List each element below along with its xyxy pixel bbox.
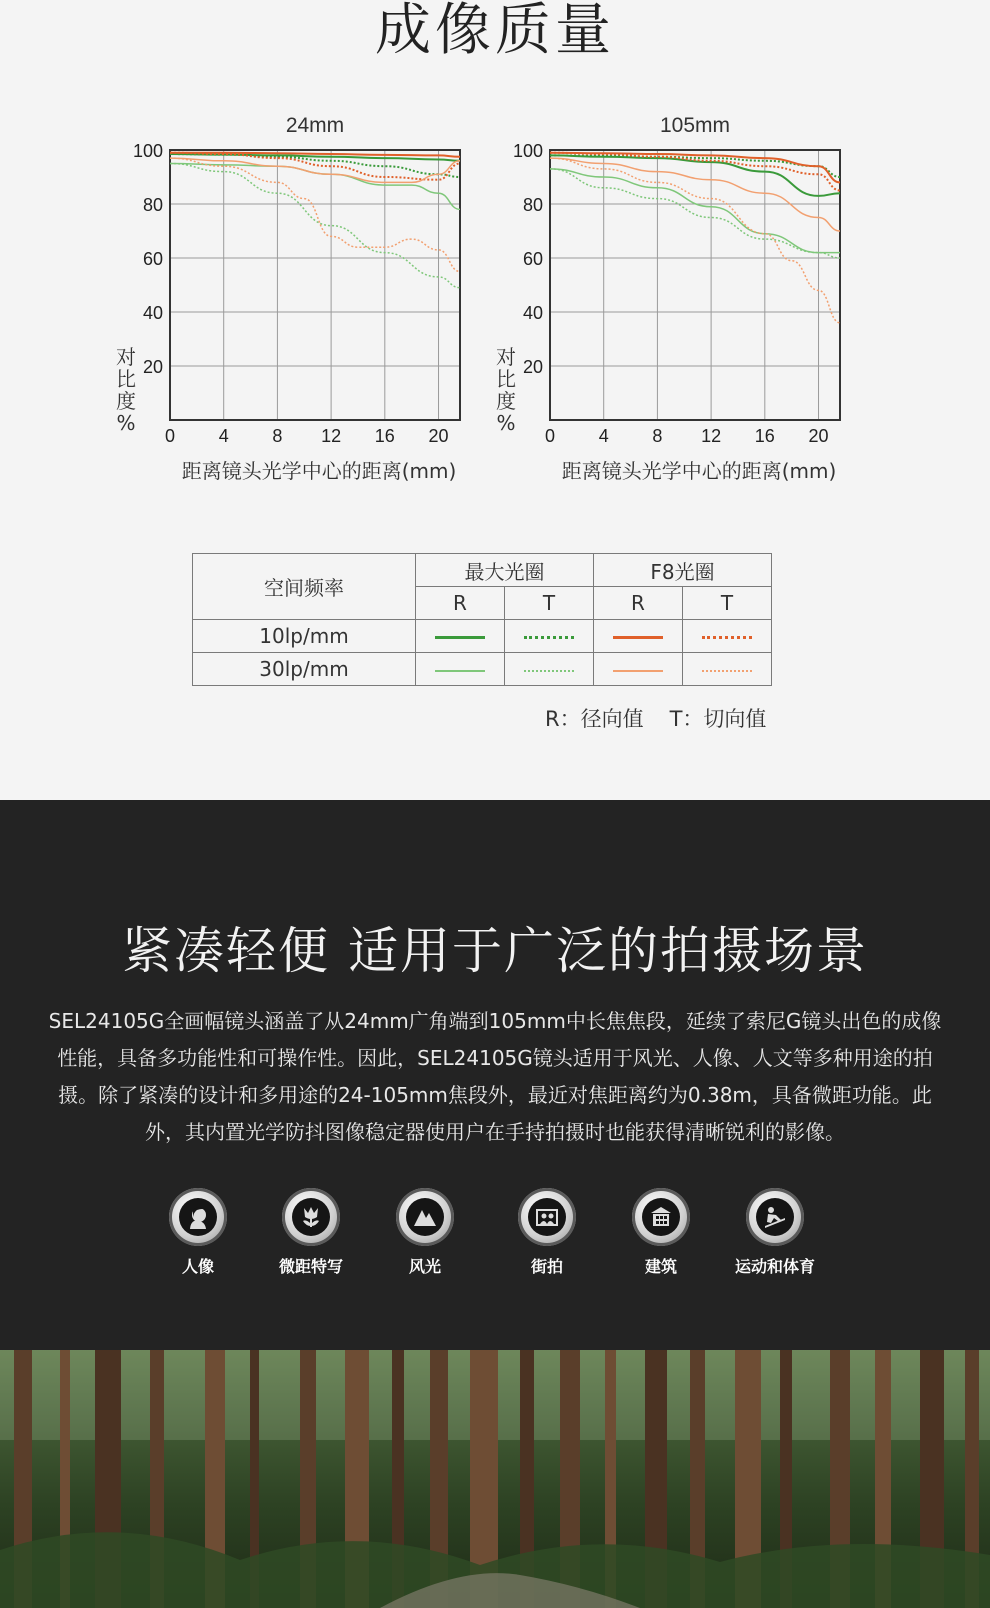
y-tick-label: 20 [142, 357, 163, 377]
series-line-wide_T30 [550, 169, 840, 258]
legend-sample-wide-r30 [416, 653, 505, 686]
scene-label: 建筑 [644, 1257, 677, 1276]
x-tick-label: 20 [428, 426, 449, 446]
series-line-tele_T30 [170, 158, 460, 271]
line-sample [702, 636, 752, 639]
y-axis-label: 对比度% [496, 345, 516, 435]
line-sample [524, 670, 574, 672]
line-sample [435, 636, 485, 639]
forest-scene [0, 1350, 990, 1608]
legend-sample-tele-r30 [594, 653, 683, 686]
legend-sample-wide-t30 [505, 653, 594, 686]
x-tick-label: 0 [544, 426, 556, 446]
legend-sample-tele-t30 [683, 653, 772, 686]
scene-macro [251, 1188, 371, 1277]
series-line-wide_T10 [550, 155, 840, 177]
y-tick-label: 60 [142, 249, 163, 269]
x-tick-label: 8 [652, 426, 663, 446]
series-line-wide_R10 [550, 155, 840, 196]
legend-row-10lp: 10lp/mm [193, 620, 416, 653]
series-line-tele_R30 [550, 158, 840, 231]
y-tick-label: 60 [522, 249, 543, 269]
mtf-chart-24mm [116, 114, 460, 483]
scene-icons [0, 1188, 990, 1288]
note-r: R：径向值 [545, 707, 644, 731]
mtf-charts [0, 100, 990, 490]
macro-icon [292, 1198, 330, 1236]
scene-label: 街拍 [530, 1257, 563, 1276]
scene-sports [715, 1188, 835, 1277]
scene-label: 风光 [408, 1257, 441, 1276]
portrait-icon [179, 1198, 217, 1236]
legend-f8-aperture: F8光圈 [594, 554, 772, 587]
scene-landscape [365, 1188, 485, 1277]
x-tick-label: 8 [272, 426, 283, 446]
building-icon [642, 1198, 680, 1236]
mtf-legend-table [192, 553, 772, 686]
x-tick-label: 4 [218, 426, 229, 446]
forest-photo [0, 1350, 990, 1608]
plot-frame [170, 150, 460, 420]
y-tick-label: 80 [142, 195, 163, 215]
legend-r-header: R [416, 587, 505, 620]
compact-section [0, 800, 990, 1350]
legend-r-header: R [594, 587, 683, 620]
x-tick-label: 16 [754, 426, 775, 446]
compact-description: SEL24105G全画幅镜头涵盖了从24mm广角端到105mm中长焦焦段，延续了索尼G镜头出色的成像性能，具备多功能性和可操作性。因此，SEL24105G镜头适用于风光、人像、人文等多种用途的拍摄。除了紧凑的设计和多用途的24-105mm焦段外，最近对焦距离约为0.38m，具备微距功能。此外，其内置光学防抖图像稳定器使用户在手持拍摄时也能获得清晰锐利的影像。 [48, 1009, 942, 1144]
y-tick-label: 40 [142, 303, 163, 323]
y-axis-label: 对比度% [116, 345, 136, 435]
series-line-wide_R30 [550, 169, 840, 253]
legend-sample-wide-t10 [505, 620, 594, 653]
scene-label: 人像 [181, 1257, 214, 1276]
x-tick-label: 16 [374, 426, 395, 446]
line-sample [613, 670, 663, 672]
y-tick-label: 40 [522, 303, 543, 323]
x-axis-label: 距离镜头光学中心的距离(mm) [561, 459, 837, 483]
legend-sample-wide-r10 [416, 620, 505, 653]
chart-title: 105mm [659, 114, 731, 137]
mtf-chart-105mm [496, 114, 840, 483]
scene-label: 微距特写 [278, 1257, 343, 1276]
x-tick-label: 20 [808, 426, 829, 446]
scene-building [601, 1188, 721, 1277]
line-sample [613, 636, 663, 639]
line-sample [435, 670, 485, 672]
y-tick-label: 20 [522, 357, 543, 377]
line-sample [524, 636, 574, 639]
street-icon [528, 1198, 566, 1236]
x-tick-label: 4 [598, 426, 609, 446]
note-t: T：切向值 [669, 707, 767, 731]
legend-sample-tele-r10 [594, 620, 683, 653]
legend-sample-tele-t10 [683, 620, 772, 653]
section-title: 成像质量 [375, 0, 615, 63]
plot-frame [550, 150, 840, 420]
y-tick-label: 80 [522, 195, 543, 215]
legend-row-30lp: 30lp/mm [193, 653, 416, 686]
scene-portrait [138, 1188, 258, 1277]
x-tick-label: 0 [164, 426, 176, 446]
legend-max-aperture: 最大光圈 [416, 554, 594, 587]
legend-freq-header: 空间频率 [193, 554, 416, 620]
line-sample [702, 670, 752, 672]
y-tick-label: 100 [512, 141, 543, 161]
y-tick-label: 100 [132, 141, 163, 161]
scene-street [487, 1188, 607, 1277]
legend-t-header: T [505, 587, 594, 620]
landscape-icon [406, 1198, 444, 1236]
rt-note [545, 703, 792, 733]
compact-title: 紧凑轻便 适用于广泛的拍摄场景 [122, 922, 868, 980]
x-tick-label: 12 [321, 426, 342, 446]
legend-t-header: T [683, 587, 772, 620]
x-axis-label: 距离镜头光学中心的距离(mm) [181, 459, 457, 483]
chart-title: 24mm [285, 114, 345, 137]
x-tick-label: 12 [701, 426, 722, 446]
scene-label: 运动和体育 [734, 1257, 815, 1276]
image-quality-section [0, 0, 990, 800]
sports-icon [756, 1198, 794, 1236]
series-line-tele_T30 [550, 158, 840, 323]
